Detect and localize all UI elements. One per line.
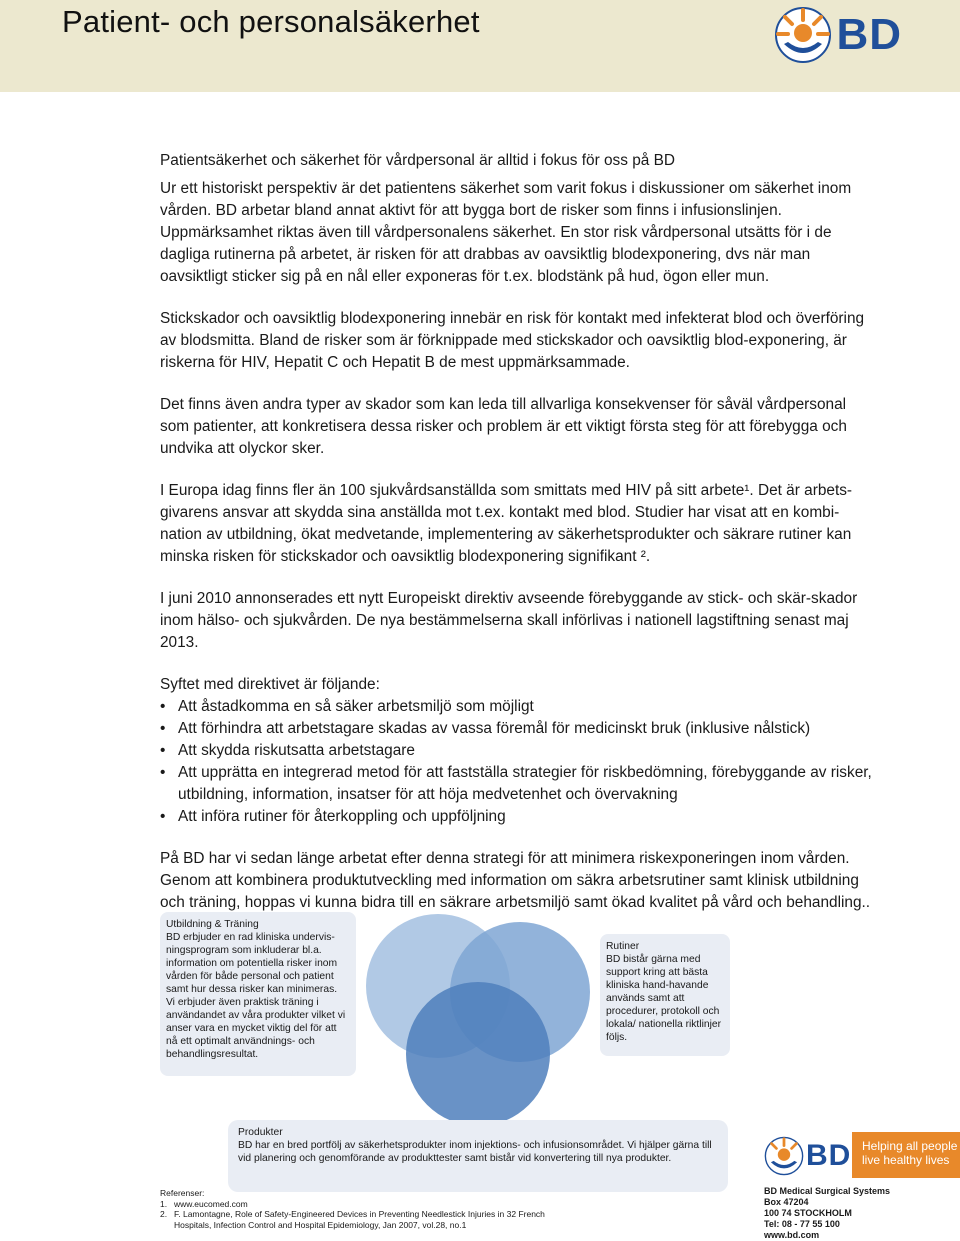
paragraph: I juni 2010 annonserades ett nytt Europeiskt direktiv avseende förebyggande av stick- och skär-skador inom hälso- och sjukvården. De nya bestämmelserna skall införlivas i nationell lagstiftning senast maj 2013. (160, 590, 858, 651)
address-line: BD Medical Surgical Systems (764, 1186, 891, 1196)
routines-box (600, 934, 730, 1056)
products-box (228, 1120, 728, 1192)
aim-intro: Syftet med direktivet är följande: (160, 676, 380, 693)
reference-item (160, 1209, 580, 1230)
reference-item (160, 1199, 580, 1210)
slogan-line: Helping all people (862, 1139, 958, 1153)
company-address (764, 1186, 890, 1241)
paragraph: I Europa idag finns fler än 100 sjukvårdsanställda som smittats med HIV på sitt arbete¹. Det är arbets-givarens ansvar att skydda sina anställda mot t.ex. kontakt med blod. Studier har visat att en kombi-nation av utbildning, ökat medvetande, implementering av säkerhetsprodukter och säkrare rutiner kan minska risken för stickskador och oavsiktlig blodexponering signifikant ². (160, 482, 853, 565)
list-item: • Att införa rutiner för återkoppling och uppföljning (160, 806, 875, 828)
bd-logo-text: BD (836, 10, 902, 59)
reference-link[interactable]: www.eucomed.com (174, 1198, 248, 1209)
paragraph: Det finns även andra typer av skador som kan leda till allvarliga konsekvenser för såväl vårdpersonal som patienter, att konkretisera dessa risker och problem är ett viktigt första steg för att förebygga och undvika att olyckor sker. (160, 396, 847, 457)
products-text: BD har en bred portfölj av säkerhetsprodukter inom injektions- och infusionsområdet. Vi hjälper gärna till vid planering och genomförande av produkttester samt bistår vid konvertering till nya produkter. (238, 1140, 712, 1164)
header-band (0, 0, 960, 92)
education-title: Utbildning & Träning (166, 919, 259, 930)
education-box (160, 912, 356, 1076)
slogan-badge (852, 1132, 960, 1178)
education-text: BD erbjuder en rad kliniska undervis-ningsprogram som inkluderar bl.a. information om potentiella risker inom vården för både personal och patient samt hur dessa risker kan minimeras. Vi erbjuder även praktisk träning i användandet av våra produkter vilket vi anser vara en mycket viktig del för att nå ett optimalt användnings- och behandlingsresultat. (166, 932, 346, 1060)
address-line: Box 47204 (764, 1197, 809, 1207)
main-text (160, 150, 875, 934)
closing-paragraph: På BD har vi sedan länge arbetat efter denna strategi för att minimera riskexponeringen inom vården. Genom att kombinera produktutveckling med information om säkra arbetsrutiner samt klinisk utbildning och träning, hoppas vi kunna bidra till en säkrare arbetsmiljö samt ökad kvalitet på vård och behandling.. (160, 850, 871, 911)
bd-logo (774, 6, 902, 64)
paragraph: Ur ett historiskt perspektiv är det patientens säkerhet som varit fokus i diskussioner om säkerhet inom vården. BD arbetar bland annat aktivt för att bygga bort de risker som finns i infusionslinjen. Uppmärksamhet riktas även till vårdpersonalens säkerhet. En stor risk vårdpersonal utsätts för i de dagliga rutinerna på arbetet, är risken för att drabbas av oavsiktlig blodexponering, dvs när man oavsiktligt sticker sig på en nål eller exponeras för t.ex. blodstänk på hud, ögon eller mun. (160, 180, 852, 285)
list-item: • Att åstadkomma en så säker arbetsmiljö som möjligt (160, 696, 875, 718)
aim-list (160, 696, 875, 828)
page-title: Patient- och personalsäkerhet (62, 4, 480, 39)
list-item: • Att skydda riskutsatta arbetstagare (160, 740, 875, 762)
lead-paragraph: Patientsäkerhet och säkerhet för vårdpersonal är alltid i fokus för oss på BD (160, 152, 675, 169)
references-label: Referenser: (160, 1188, 205, 1198)
reference-text: F. Lamontagne, Role of Safety-Engineered Devices in Preventing Needlestick Injuries in 32 French Hospitals, Infection Control and Hospital Epidemiology, Jan 2007, vol.28, no.1 (174, 1209, 545, 1230)
website-link[interactable]: www.bd.com (764, 1230, 820, 1240)
products-title: Produkter (238, 1127, 283, 1138)
reference-number: 1. (160, 1198, 168, 1209)
venn-circles (360, 912, 600, 1132)
routines-title: Rutiner (606, 941, 640, 952)
routines-text: BD bistår gärna med support kring att bästa kliniska hand-havande används samt att procedurer, protokoll och lokala/ nationella riktlinjer följs. (606, 954, 722, 1043)
footer-bd-logo (764, 1136, 851, 1176)
reference-number: 2. (160, 1209, 168, 1219)
references (160, 1188, 580, 1230)
slogan-line: live healthy lives (862, 1153, 950, 1167)
address-line: 100 74 STOCKHOLM (764, 1208, 852, 1218)
list-item: • Att förhindra att arbetstagare skadas av vassa föremål för medicinskt bruk (inklusive nålstick) (160, 718, 875, 740)
venn-diagram (160, 912, 720, 1132)
paragraph: Stickskador och oavsiktlig blodexponering innebär en risk för kontakt med infekterat blod och överföring av blodsmitta. Bland de risker som är förknippade med stickskador och oavsiktlig blod-exponering, är riskerna för HIV, Hepatit C och Hepatit B de mest uppmärksammade. (160, 310, 865, 371)
list-item: • Att upprätta en integrerad metod för att fastställa strategier för riskbedömning, förebyggande av risker, utbildning, information, insatser för att höja medvetenhet och övervakning (160, 762, 875, 806)
products-circle (406, 982, 550, 1126)
footer-logo-text: BD (806, 1139, 852, 1172)
bd-sun-icon (764, 1136, 804, 1176)
bd-sun-icon (774, 6, 832, 64)
address-line: Tel: 08 - 77 55 100 (764, 1219, 840, 1229)
